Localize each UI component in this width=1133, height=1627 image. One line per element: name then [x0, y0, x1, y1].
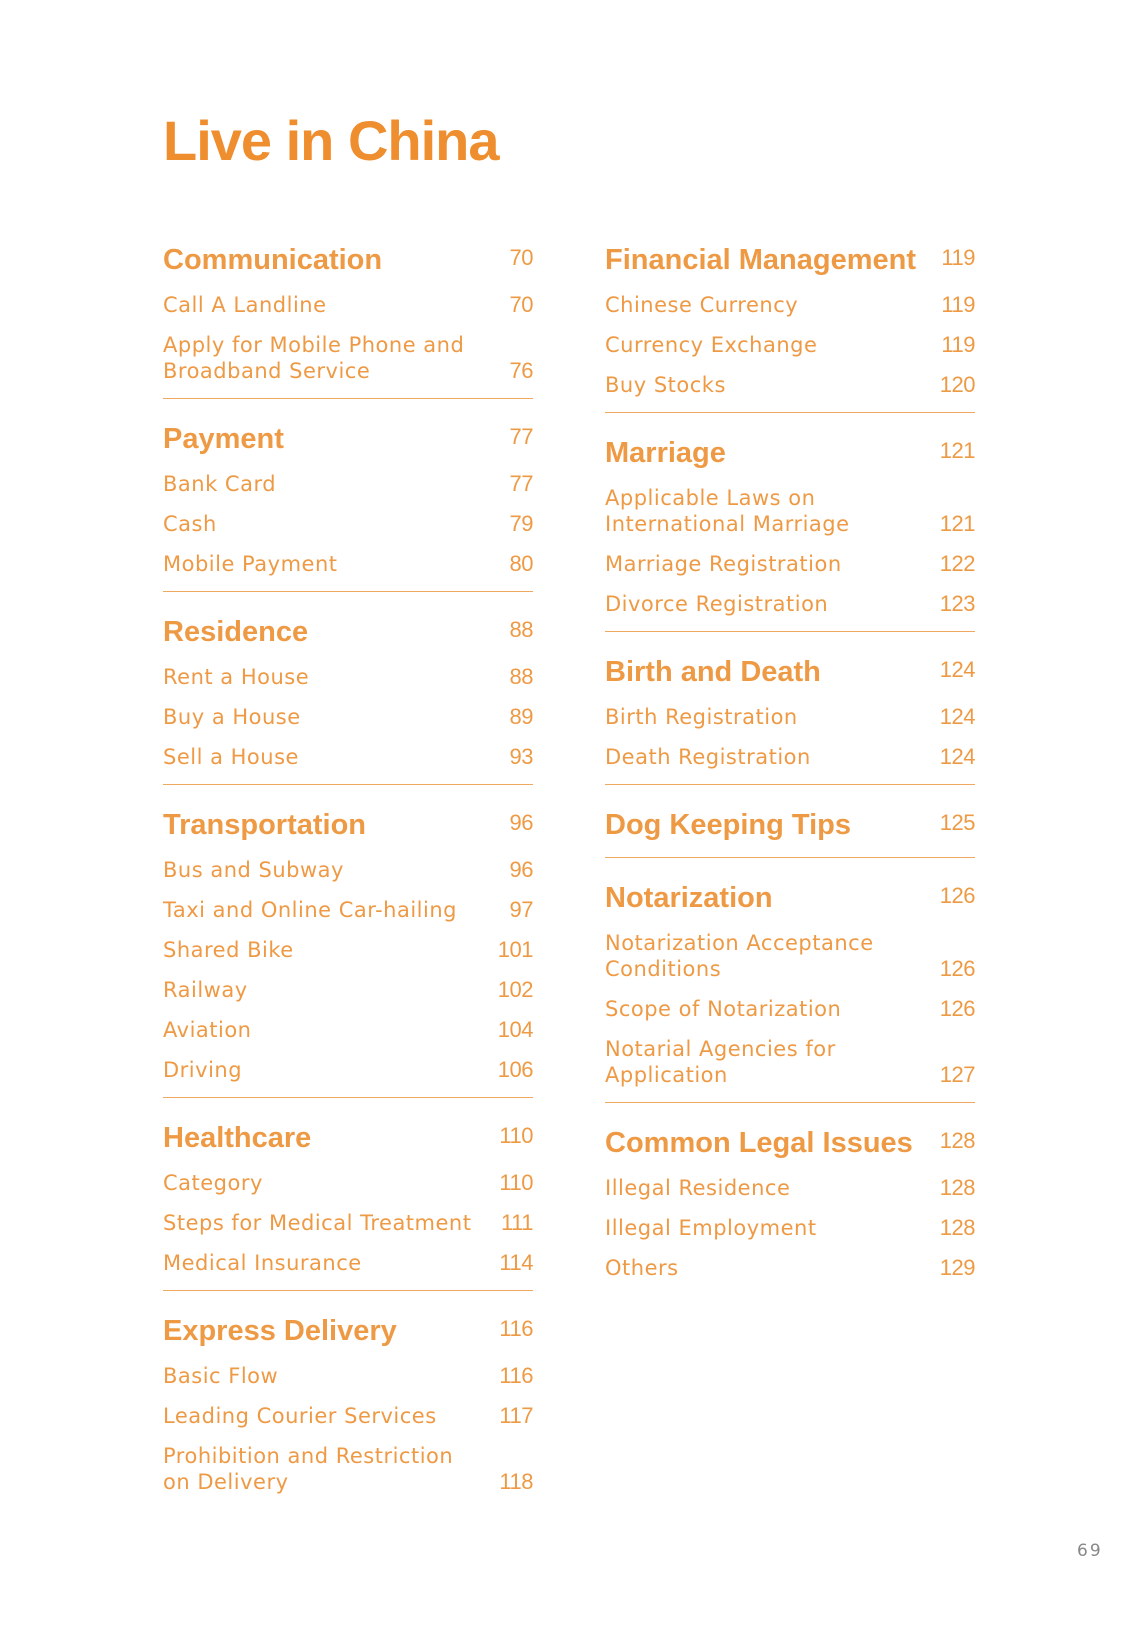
toc-entry[interactable] [163, 977, 533, 1003]
toc-entry-page-number: 93 [509, 744, 533, 769]
toc-entry-page-number: 88 [509, 664, 533, 689]
toc-section-communication [163, 242, 533, 399]
page-title: Live in China [163, 109, 499, 172]
section-heading[interactable] [163, 1313, 533, 1349]
toc-entry[interactable] [605, 744, 975, 770]
toc-entry-label: Bank Card [163, 472, 277, 496]
toc-section-transportation [163, 807, 533, 1098]
toc-entry-label: Death Registration [605, 745, 811, 769]
section-heading-label: Financial Management [605, 244, 917, 276]
toc-entry[interactable] [605, 372, 975, 398]
toc-entry[interactable] [163, 332, 533, 384]
toc-entry-label: Notarization Acceptance Conditions [605, 931, 874, 981]
toc-entry-label: Prohibition and Restriction on Delivery [163, 1444, 454, 1494]
toc-entry-label: Railway [163, 978, 248, 1002]
toc-entry-page-number: 124 [939, 744, 975, 769]
section-heading-label: Transportation [163, 809, 367, 841]
section-heading-label: Birth and Death [605, 656, 821, 688]
toc-section-marriage [605, 435, 975, 632]
toc-entry-label: Currency Exchange [605, 333, 818, 357]
toc-entry-page-number: 124 [939, 704, 975, 729]
toc-right-column [605, 242, 975, 1281]
toc-entry-page-number: 114 [499, 1250, 533, 1275]
toc-entry[interactable] [163, 1170, 533, 1196]
toc-entry-label: Taxi and Online Car-hailing [163, 898, 457, 922]
page-number: 69 [1077, 1541, 1103, 1561]
toc-section-birth-and-death [605, 654, 975, 785]
toc-entry-page-number: 129 [939, 1255, 975, 1280]
toc-entry-page-number: 120 [939, 372, 975, 397]
toc-entry-label: Driving [163, 1058, 243, 1082]
toc-entry-page-number: 110 [499, 1170, 533, 1195]
toc-entry-page-number: 70 [509, 292, 533, 317]
section-heading-label: Notarization [605, 882, 773, 914]
toc-entry[interactable] [163, 1210, 533, 1236]
toc-entry[interactable] [605, 591, 975, 617]
toc-section-common-legal-issues [605, 1125, 975, 1281]
toc-entry-page-number: 80 [509, 551, 533, 576]
toc-entry[interactable] [605, 332, 975, 358]
toc-entry[interactable] [163, 1443, 533, 1495]
section-page-number: 116 [499, 1316, 533, 1341]
toc-entry-page-number: 77 [509, 471, 533, 496]
toc-entry-label: Aviation [163, 1018, 252, 1042]
toc-entry-page-number: 106 [497, 1057, 533, 1082]
toc-entry-page-number: 104 [497, 1017, 533, 1042]
toc-entry[interactable] [163, 664, 533, 690]
toc-left-column [163, 242, 533, 1495]
section-divider [163, 398, 533, 399]
toc-entry-page-number: 102 [497, 977, 533, 1002]
section-page-number: 126 [939, 883, 975, 908]
toc-entry[interactable] [163, 704, 533, 730]
toc-entry[interactable] [163, 1017, 533, 1043]
section-heading-label: Dog Keeping Tips [605, 809, 851, 841]
section-heading-label: Communication [163, 244, 383, 276]
section-heading[interactable] [605, 880, 975, 916]
toc-entry[interactable] [163, 1057, 533, 1083]
toc-entry[interactable] [163, 744, 533, 770]
toc-section-notarization [605, 880, 975, 1103]
toc-entry-label: Call A Landline [163, 293, 327, 317]
toc-entry-label: Chinese Currency [605, 293, 799, 317]
section-page-number: 70 [509, 245, 533, 270]
toc-entry[interactable] [163, 937, 533, 963]
toc-entry[interactable] [163, 471, 533, 497]
toc-entry[interactable] [163, 292, 533, 318]
toc-entry-label: Divorce Registration [605, 592, 829, 616]
toc-entry-label: Rent a House [163, 665, 310, 689]
toc-entry-label: Illegal Residence [605, 1176, 791, 1200]
toc-section-financial-management [605, 242, 975, 413]
toc-section-residence [163, 614, 533, 785]
toc-entry-page-number: 96 [509, 857, 533, 882]
section-page-number: 96 [509, 810, 533, 835]
toc-entry[interactable] [163, 1250, 533, 1276]
section-page-number: 88 [509, 617, 533, 642]
toc-entry-label: Mobile Payment [163, 552, 338, 576]
section-heading-label: Express Delivery [163, 1315, 397, 1347]
toc-entry-label: Marriage Registration [605, 552, 842, 576]
section-page-number: 110 [499, 1123, 533, 1148]
section-heading[interactable] [163, 1120, 533, 1156]
toc-entry[interactable] [163, 1403, 533, 1429]
toc-entry[interactable] [163, 511, 533, 537]
toc-entry-page-number: 97 [509, 897, 533, 922]
toc-entry-label: Category [163, 1171, 263, 1195]
section-divider [605, 857, 975, 858]
toc-entry-label: Cash [163, 512, 217, 536]
section-divider [605, 631, 975, 632]
toc-section-healthcare [163, 1120, 533, 1291]
section-heading-label: Healthcare [163, 1122, 312, 1154]
section-divider [163, 1097, 533, 1098]
toc-entry-label: Buy a House [163, 705, 301, 729]
section-heading-label: Residence [163, 616, 309, 648]
toc-entry-page-number: 119 [941, 332, 975, 357]
toc-entry-label: Scope of Notarization [605, 997, 842, 1021]
section-heading[interactable] [163, 807, 533, 843]
toc-entry[interactable] [605, 930, 975, 982]
section-page-number: 125 [939, 810, 975, 835]
toc-entry-label: Steps for Medical Treatment [163, 1211, 472, 1235]
section-divider [605, 1102, 975, 1103]
toc-entry-page-number: 126 [939, 956, 975, 981]
section-divider [605, 784, 975, 785]
toc-entry-label: Bus and Subway [163, 858, 344, 882]
toc-entry-page-number: 128 [939, 1175, 975, 1200]
toc-entry[interactable] [605, 1255, 975, 1281]
toc-entry-label: Others [605, 1256, 679, 1280]
toc-section-express-delivery [163, 1313, 533, 1495]
section-heading[interactable] [605, 807, 975, 843]
toc-entry-page-number: 117 [499, 1403, 533, 1428]
section-heading-label: Payment [163, 423, 284, 455]
toc-entry[interactable] [163, 857, 533, 883]
section-divider [163, 784, 533, 785]
toc-entry[interactable] [605, 292, 975, 318]
toc-entry-page-number: 76 [509, 358, 533, 383]
toc-entry-label: Applicable Laws on International Marriage [605, 486, 850, 536]
toc-entry-label: Shared Bike [163, 938, 294, 962]
section-heading-label: Marriage [605, 437, 726, 469]
section-heading[interactable] [163, 421, 533, 457]
toc-section-payment [163, 421, 533, 592]
section-divider [163, 591, 533, 592]
toc-entry-label: Sell a House [163, 745, 299, 769]
section-heading[interactable] [605, 242, 975, 278]
toc-entry-page-number: 119 [941, 292, 975, 317]
section-page-number: 121 [939, 438, 975, 463]
section-heading-label: Common Legal Issues [605, 1127, 913, 1159]
toc-entry-page-number: 89 [509, 704, 533, 729]
section-heading[interactable] [163, 242, 533, 278]
toc-entry[interactable] [605, 996, 975, 1022]
section-heading[interactable] [605, 1125, 975, 1161]
toc-entry-page-number: 128 [939, 1215, 975, 1240]
section-heading[interactable] [605, 654, 975, 690]
toc-entry-label: Illegal Employment [605, 1216, 817, 1240]
section-page-number: 124 [939, 657, 975, 682]
toc-entry[interactable] [605, 551, 975, 577]
toc-entry[interactable] [605, 704, 975, 730]
toc-entry[interactable] [605, 1175, 975, 1201]
toc-entry[interactable] [605, 1036, 975, 1088]
toc-entry[interactable] [163, 897, 533, 923]
toc-entry-label: Birth Registration [605, 705, 798, 729]
toc-entry-page-number: 111 [501, 1210, 533, 1235]
section-heading[interactable] [163, 614, 533, 650]
toc-entry-page-number: 118 [499, 1469, 533, 1494]
toc-entry-page-number: 123 [939, 591, 975, 616]
section-page-number: 77 [509, 424, 533, 449]
toc-entry-page-number: 122 [939, 551, 975, 576]
section-divider [163, 1290, 533, 1291]
section-divider [605, 412, 975, 413]
toc-entry-page-number: 126 [939, 996, 975, 1021]
toc-entry-label: Leading Courier Services [163, 1404, 437, 1428]
toc-entry-page-number: 121 [939, 511, 975, 536]
toc-entry-page-number: 116 [499, 1363, 533, 1388]
toc-entry-label: Buy Stocks [605, 373, 726, 397]
section-page-number: 128 [939, 1128, 975, 1153]
toc-entry-page-number: 79 [509, 511, 533, 536]
toc-entry-label: Basic Flow [163, 1364, 279, 1388]
section-page-number: 119 [941, 245, 975, 270]
toc-entry[interactable] [605, 485, 975, 537]
toc-entry[interactable] [163, 551, 533, 577]
toc-entry-label: Medical Insurance [163, 1251, 362, 1275]
toc-entry-label: Notarial Agencies for Application [605, 1037, 836, 1087]
section-heading[interactable] [605, 435, 975, 471]
toc-entry[interactable] [605, 1215, 975, 1241]
toc-entry-label: Apply for Mobile Phone and Broadband Service [163, 333, 465, 383]
toc-entry-page-number: 101 [497, 937, 533, 962]
toc-entry-page-number: 127 [939, 1062, 975, 1087]
toc-section-dog-keeping-tips [605, 807, 975, 858]
toc-entry[interactable] [163, 1363, 533, 1389]
